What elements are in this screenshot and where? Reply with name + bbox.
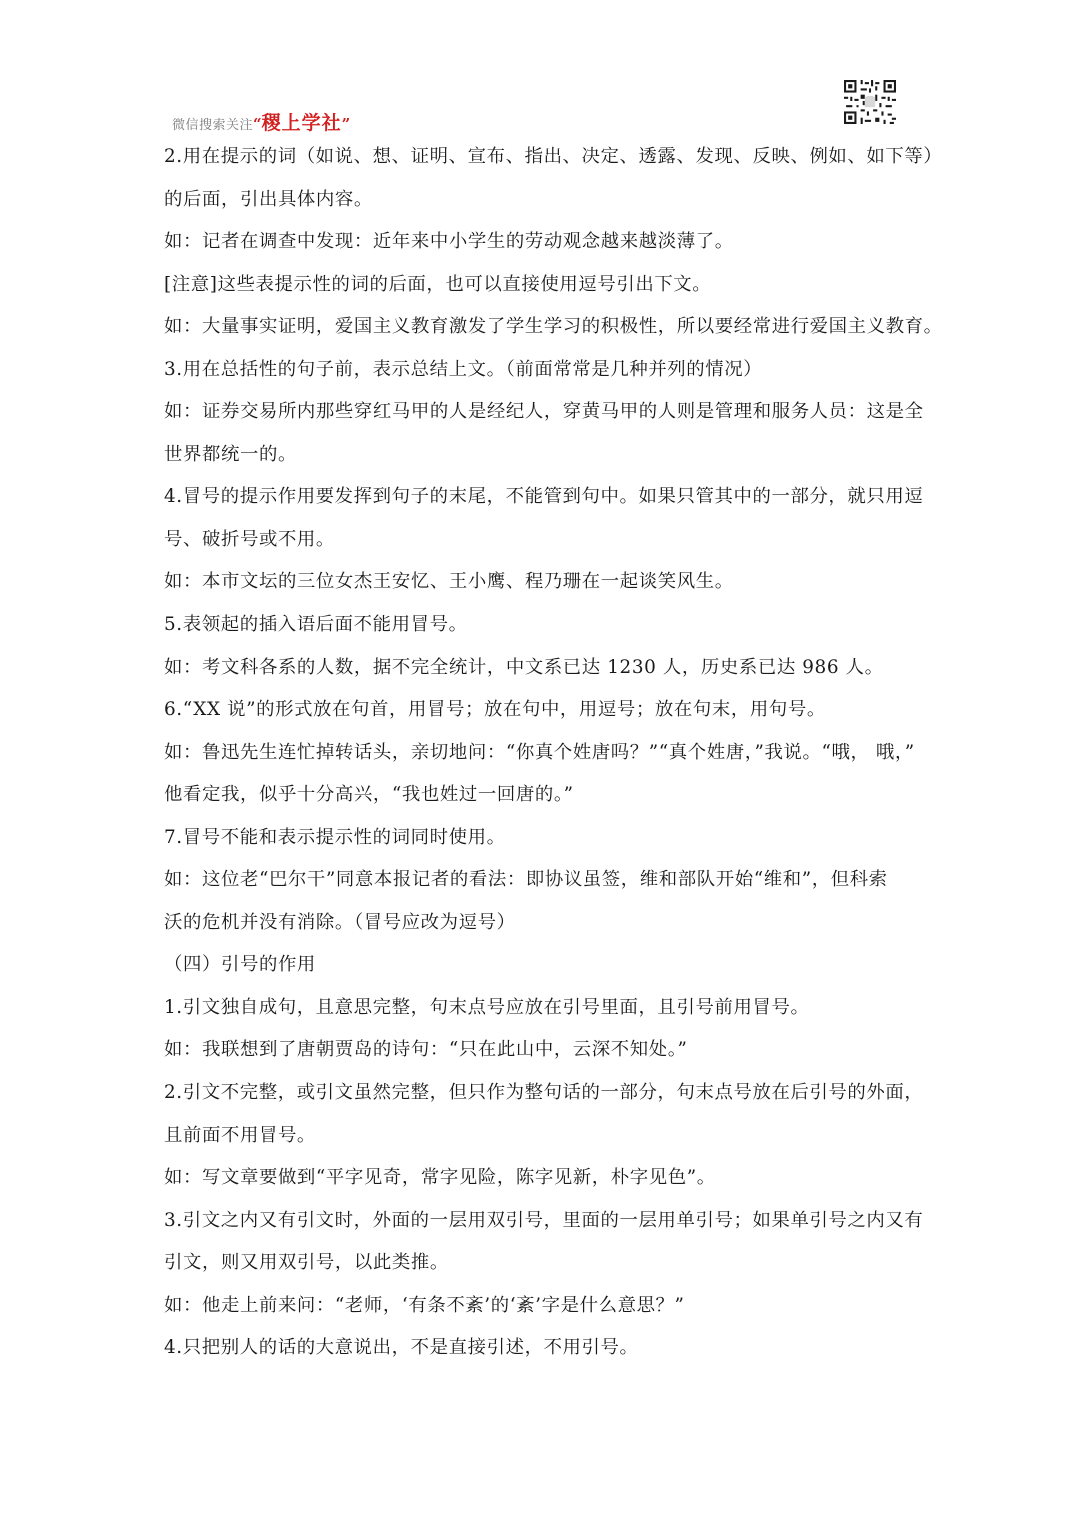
text-line: 4.冒号的提示作用要发挥到句子的末尾，不能管到句中。如果只管其中的一部分，就只用逗: [164, 486, 924, 508]
text-line: 如：我联想到了唐朝贾岛的诗句：“只在此山中，云深不知处。”: [164, 1039, 688, 1061]
text-line: 6.“XX 说”的形式放在句首，用冒号；放在句中，用逗号；放在句末，用句号。: [164, 699, 826, 721]
text-line: 号、破折号或不用。: [164, 528, 335, 550]
text-line: [注意]这些表提示性的词的后面，也可以直接使用逗号引出下文。: [164, 273, 712, 295]
text-line: 如：这位老“巴尔干”同意本报记者的看法：即协议虽签，维和部队开始“维和”，但科索: [164, 869, 888, 891]
text-line: 2.用在提示的词（如说、想、证明、宣布、指出、决定、透露、发现、反映、例如、如下等）: [164, 146, 943, 167]
text-line: 2.引文不完整，或引文虽然完整，但只作为整句话的一部分，句末点号放在后引号的外面，: [164, 1082, 924, 1104]
text-line: 如：大量事实证明，爱国主义教育激发了学生学习的积极性，所以要经常进行爱国主义教育。: [164, 316, 943, 338]
text-line: 1.引文独自成句，且意思完整，句末点号应放在引号里面，且引号前用冒号。: [164, 996, 810, 1018]
page-header: [172, 108, 350, 136]
text-line: 如：鲁迅先生连忙掉转话头，亲切地问：“你真个姓唐吗？”“真个姓唐，”我说。“哦， 哦，”: [164, 741, 915, 763]
text-line: 引文，则又用双引号，以此类推。: [164, 1252, 449, 1274]
header-prefix: 微信搜索关注: [172, 118, 254, 133]
header-close-quote: ”: [341, 115, 351, 133]
text-line: 7.冒号不能和表示提示性的词同时使用。: [164, 826, 506, 848]
text-line: 4.只把别人的话的大意说出，不是直接引述，不用引号。: [164, 1337, 639, 1359]
text-line: 如：考文科各系的人数，据不完全统计，中文系已达 1230 人，历史系已达 986 人。: [164, 656, 884, 678]
qr-code-image: [844, 80, 896, 124]
header-open-quote: “: [253, 115, 262, 133]
header-brand-name: 稷上学社: [261, 112, 342, 134]
text-line: 他看定我，似乎十分高兴，“我也姓过一回唐的。”: [164, 784, 574, 806]
text-line: 的后面，引出具体内容。: [164, 188, 373, 210]
text-line: 且前面不用冒号。: [164, 1124, 316, 1146]
text-line: 3.引文之内又有引文时，外面的一层用双引号，里面的一层用单引号；如果单引号之内又有: [164, 1209, 924, 1231]
text-line: 如：他走上前来问：“老师，‘有条不紊’的‘紊’字是什么意思？”: [164, 1294, 685, 1316]
text-line: 沃的危机并没有消除。（冒号应改为逗号）: [164, 911, 516, 933]
text-line: 如：写文章要做到“平字见奇，常字见险，陈字见新，朴字见色”。: [164, 1167, 716, 1189]
text-line: 世界都统一的。: [164, 443, 297, 465]
document-body: [164, 140, 943, 1374]
text-line: 如：本市文坛的三位女杰王安忆、王小鹰、程乃珊在一起谈笑风生。: [164, 571, 734, 593]
text-line: 3.用在总括性的句子前，表示总结上文。（前面常常是几种并列的情况）: [164, 358, 763, 380]
text-line: 如：证券交易所内那些穿红马甲的人是经纪人，穿黄马甲的人则是管理和服务人员：这是全: [164, 401, 924, 423]
text-line: 如：记者在调查中发现：近年来中小学生的劳动观念越来越淡薄了。: [164, 231, 734, 253]
section-heading: （四）引号的作用: [164, 954, 316, 976]
text-line: 5.表领起的插入语后面不能用冒号。: [164, 614, 468, 636]
